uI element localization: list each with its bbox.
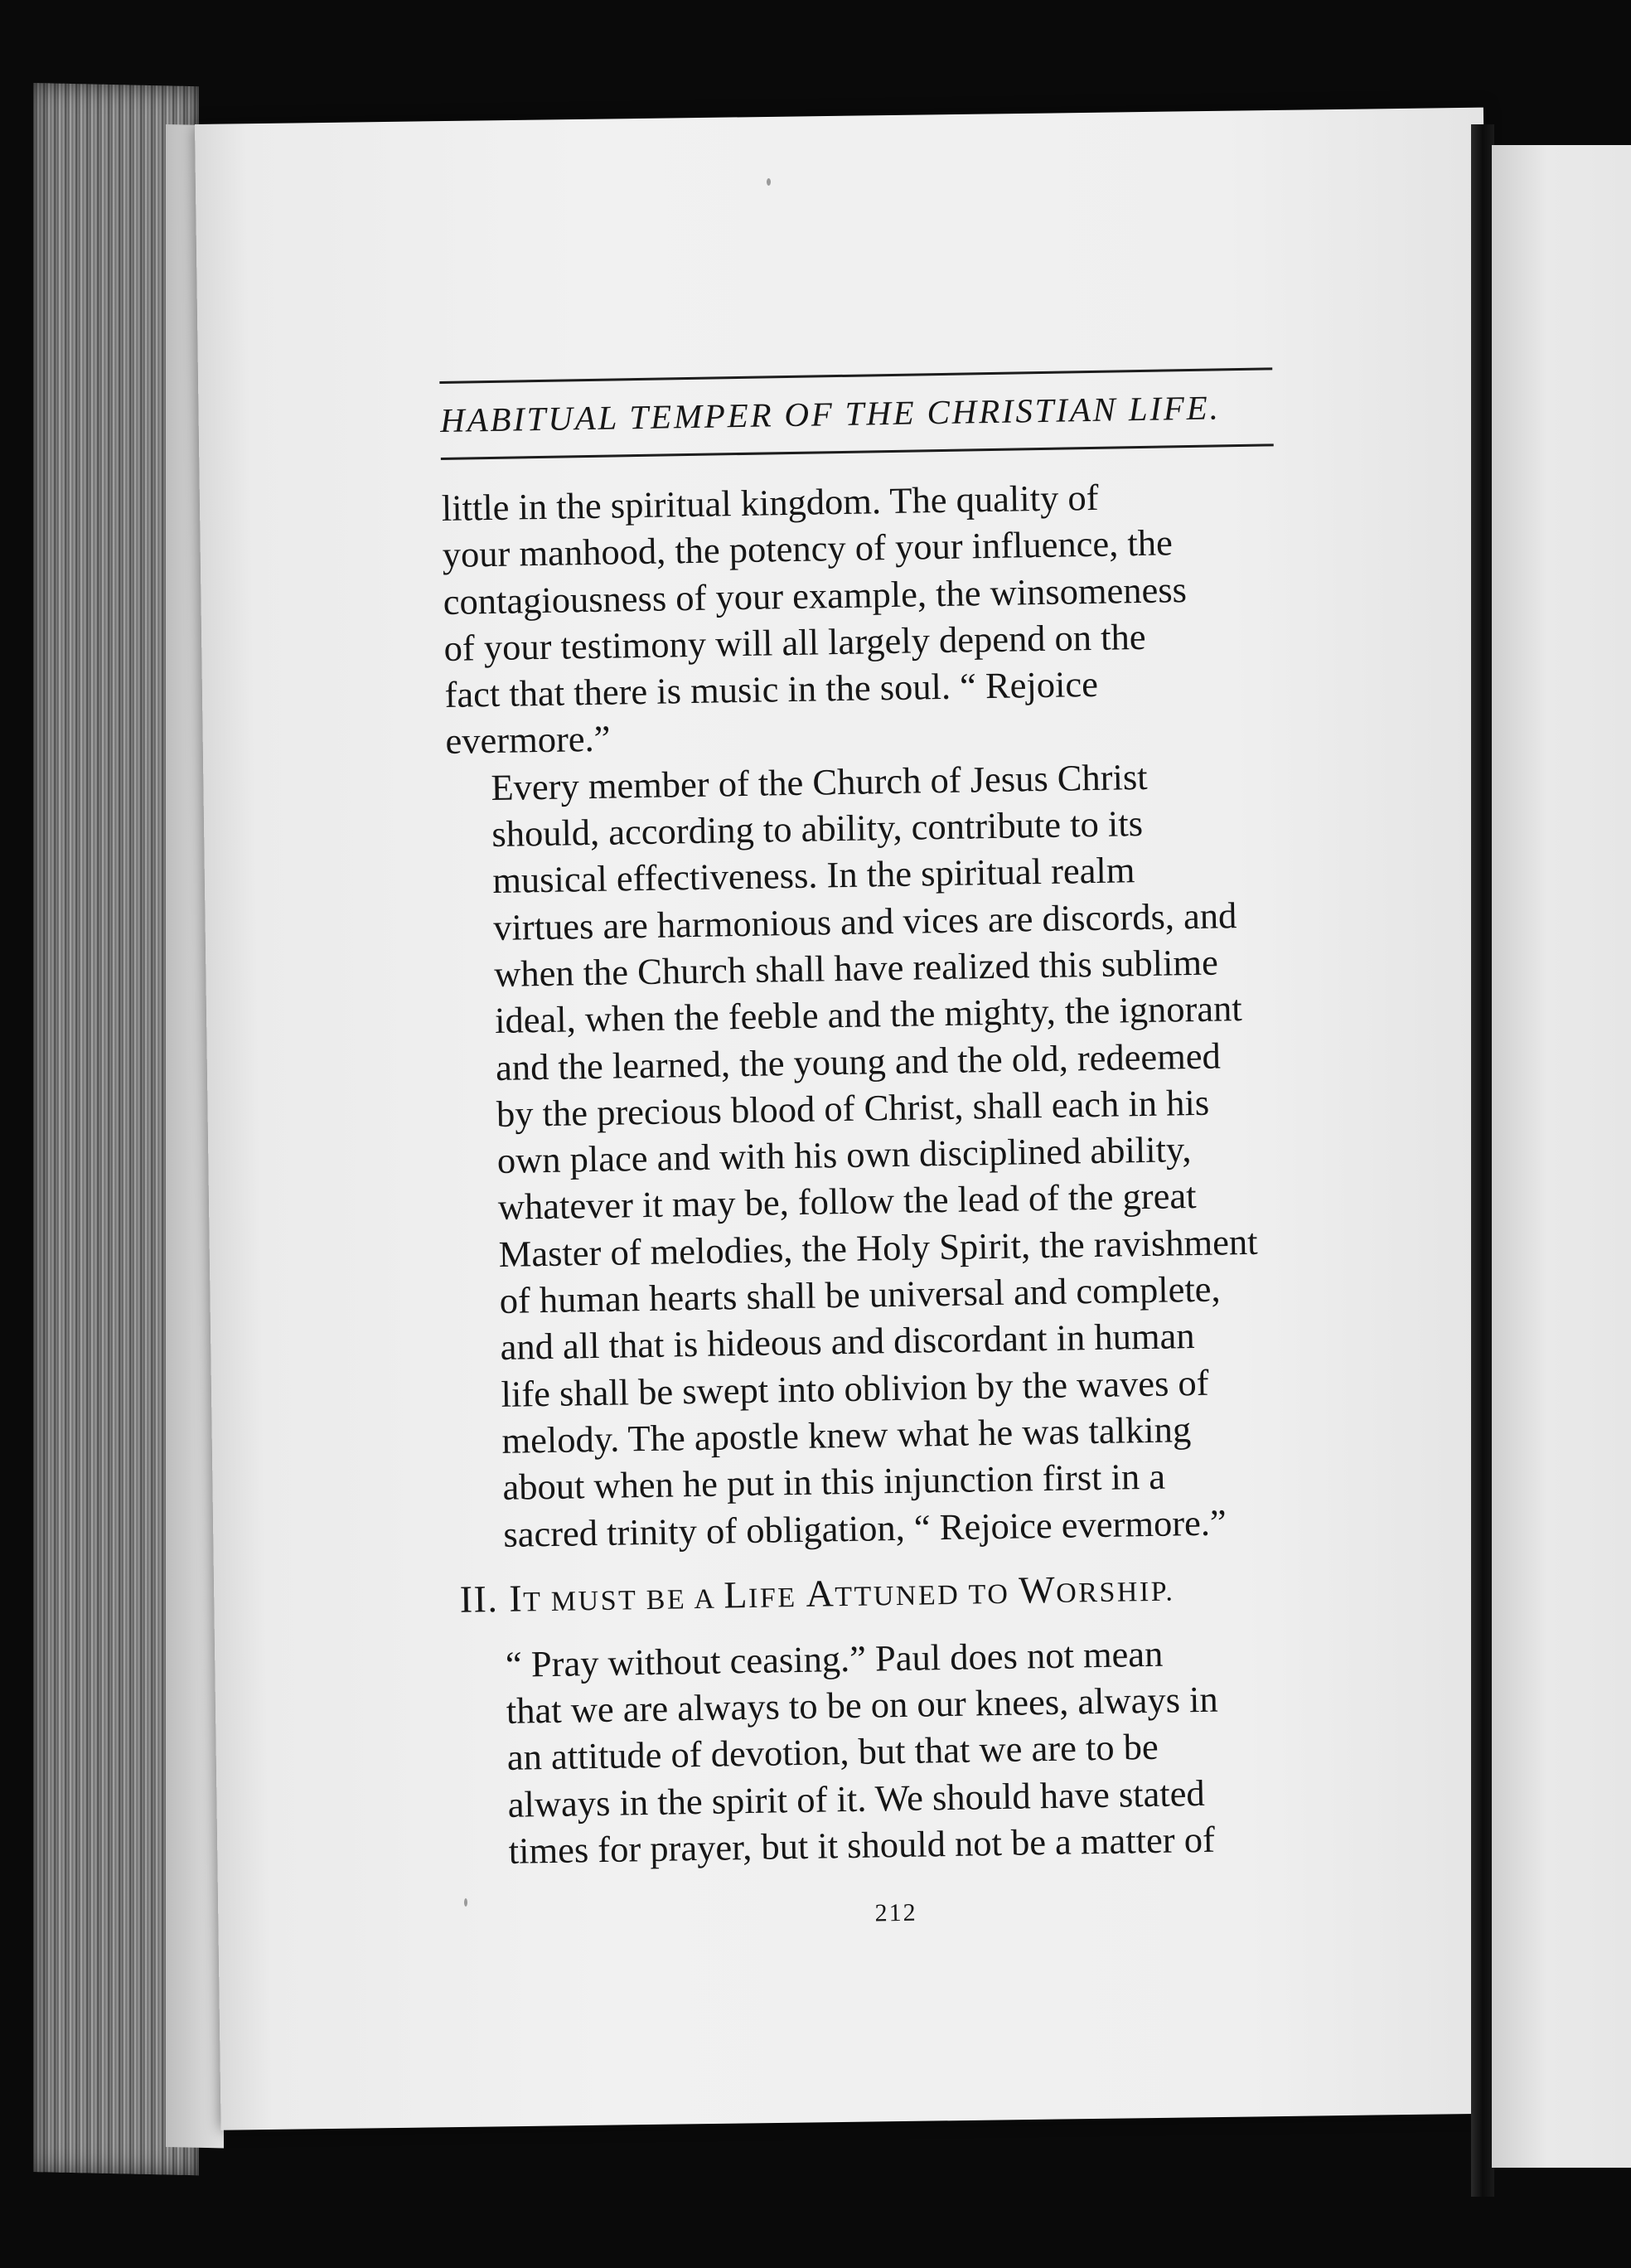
heading-small-caps: ORSHIP. [1055,1576,1175,1609]
text-line: should, according to ability, contribute to its [491,802,1144,855]
page-body [441,471,1301,1875]
text-line: an attitude of devotion, but that we are to be [506,1726,1159,1779]
book-gutter [1471,124,1494,2197]
text-line: little in the spiritual kingdom. The quality of [441,476,1099,529]
paragraphs-before-heading [441,471,1295,1558]
page-number: 212 [874,1899,917,1927]
heading-small-caps: IFE [748,1582,806,1614]
text-line: of your testimony will all largely depend on the [443,615,1146,669]
text-line: sacred trinity of obligation, “ Rejoice evermore.” [502,1500,1227,1555]
running-head: HABITUAL TEMPER OF THE CHRISTIAN LIFE. [439,388,1221,439]
text-line: own place and with his own disciplined ability, [496,1128,1192,1182]
text-line: about when he put in this injunction first in a [502,1455,1166,1509]
text-line: evermore.” [445,718,611,763]
heading-small-caps: TTUNED TO [834,1578,1019,1613]
text-line: of human hearts shall be universal and complete, [499,1267,1221,1321]
text-line: “ Pray without ceasing.” Paul does not mean [505,1632,1164,1685]
text-line: whatever it may be, follow the lead of the great [497,1175,1197,1228]
paper-speck [767,178,771,186]
paragraph [461,1628,1302,1875]
text-block [439,351,1302,1935]
heading-capital: I [508,1577,524,1620]
text-line: Master of melodies, the Holy Spirit, the ravishment [498,1220,1258,1275]
text-line: life shall be swept into oblivion by the waves of [501,1361,1209,1415]
heading-capital: A [806,1572,835,1615]
text-line: musical effectiveness. In the spiritual realm [491,849,1135,902]
text-line: virtues are harmonious and vices are discords, and [492,894,1237,948]
paragraph [446,751,1296,1558]
section-number: II. [459,1577,510,1621]
heading-capital: L [723,1573,749,1616]
text-line: and all that is hideous and discordant in human [500,1315,1195,1369]
text-line: fact that there is music in the soul. “ Rejoice [444,663,1099,716]
paragraph [441,471,1282,764]
text-line: when the Church shall have realized this sublime [493,941,1219,995]
header-rule-bottom [441,443,1274,460]
heading-capital: W [1018,1568,1057,1611]
section-heading [459,1563,1297,1627]
text-line: by the precious blood of Christ, shall each in his [496,1081,1210,1135]
text-line: always in the spirit of it. We should have stated [507,1771,1206,1825]
text-line: melody. The apostle knew what he was talking [501,1408,1192,1461]
text-line: ideal, when the feeble and the mighty, the ignorant [494,987,1243,1042]
text-line: contagiousness of your example, the winsomeness [443,568,1188,623]
facing-page [1492,145,1631,2168]
text-line: and the learned, the young and the old, redeemed [495,1035,1222,1088]
heading-small-caps: T MUST BE A [522,1583,724,1618]
text-line: that we are always to be on our knees, always in [506,1678,1219,1732]
text-line: times for prayer, but it should not be a matter of [508,1818,1216,1872]
paragraphs-after-heading [461,1628,1302,1875]
text-line: your manhood, the potency of your influence, the [442,521,1174,576]
text-line: Every member of the Church of Jesus Christ [491,755,1148,808]
header-rule-top [439,367,1272,384]
